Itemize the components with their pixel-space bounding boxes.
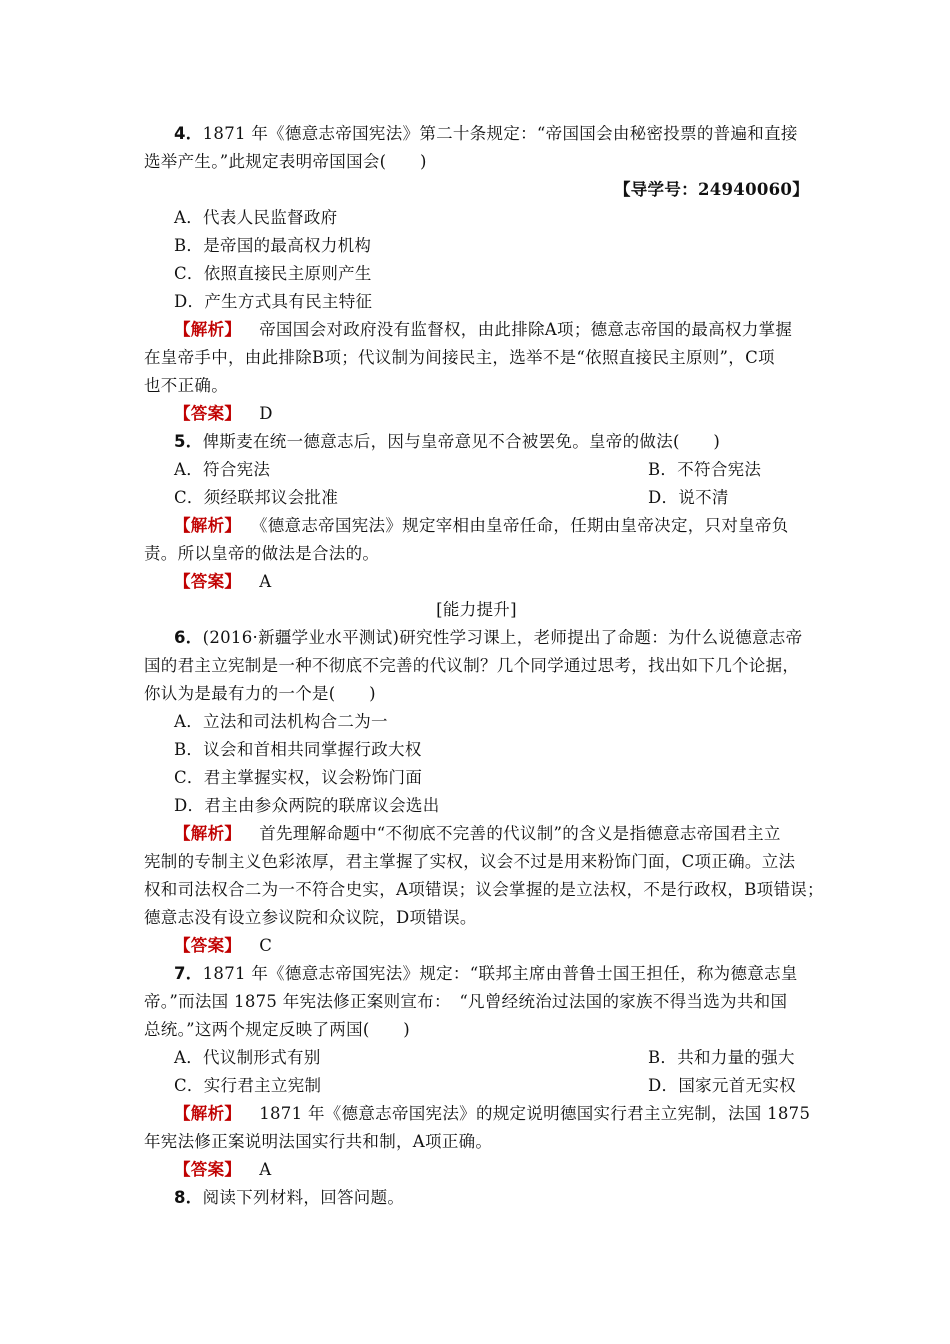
q4-stem-line-1: 4．1871 年《德意志帝国宪法》第二十条规定：“帝国国会由秘密投票的普遍和直接 <box>174 124 798 143</box>
q8-number: 8． <box>174 1188 203 1207</box>
q8-stem-line-1: 8．阅读下列材料，回答问题。 <box>174 1188 405 1207</box>
q6-analysis-line-3: 权和司法权合二为一不符合史实，A项错误；议会掌握的是立法权，不是行政权，B项错误； <box>144 880 824 899</box>
q4-answer: 【答案】 D <box>174 404 273 423</box>
q5-option-b: B．不符合宪法 <box>648 460 762 479</box>
q4-option-c: C．依照直接民主原则产生 <box>174 264 372 283</box>
analysis-tag: 【解析】 <box>174 320 242 339</box>
q4-stem-line-2: 选举产生。”此规定表明帝国国会( ) <box>144 152 427 171</box>
q7-number: 7． <box>174 964 203 983</box>
answer-tag: 【答案】 <box>174 404 242 423</box>
q6-stem-line-1: 6．(2016·新疆学业水平测试)研究性学习课上，老师提出了命题：为什么说德意志帝 <box>174 628 803 647</box>
analysis-tag: 【解析】 <box>174 516 242 535</box>
q5-stem-line-1: 5．俾斯麦在统一德意志后，因与皇帝意见不合被罢免。皇帝的做法( ) <box>174 432 721 451</box>
q5-option-a: A．符合宪法 <box>174 460 271 479</box>
q5-number: 5． <box>174 432 203 451</box>
q6-answer: 【答案】 C <box>174 936 273 955</box>
q4-option-d: D．产生方式具有民主特征 <box>174 292 373 311</box>
q7-stem-line-1: 7．1871 年《德意志帝国宪法》规定：“联邦主席由普鲁士国王担任，称为德意志皇 <box>174 964 798 983</box>
q7-stem-line-3: 总统。”这两个规定反映了两国( ) <box>144 1020 410 1039</box>
answer-tag: 【答案】 <box>174 572 242 591</box>
q6-option-c: C．君主掌握实权，议会粉饰门面 <box>174 768 423 787</box>
q7-options-row-2 <box>174 1074 839 1098</box>
q4-number: 4． <box>174 124 203 143</box>
q6-option-b: B．议会和首相共同掌握行政大权 <box>174 740 422 759</box>
q5-analysis-line-2: 责。所以皇帝的做法是合法的。 <box>144 544 380 563</box>
section-heading: [能力提升] <box>436 600 517 619</box>
q4-analysis-line-2: 在皇帝手中，由此排除B项；代议制为间接民主，选举不是“依照直接民主原则”，C项 <box>144 348 775 367</box>
q5-option-d: D．说不清 <box>648 488 729 507</box>
q7-analysis-line-2: 年宪法修正案说明法国实行共和制，A项正确。 <box>144 1132 493 1151</box>
q7-analysis-line-1: 【解析】 1871 年《德意志帝国宪法》的规定说明德国实行君主立宪制，法国 1875 <box>174 1104 811 1123</box>
q7-option-d: D．国家元首无实权 <box>648 1076 796 1095</box>
q7-option-a: A．代议制形式有别 <box>174 1048 321 1067</box>
q7-answer: 【答案】 A <box>174 1160 272 1179</box>
analysis-tag: 【解析】 <box>174 824 242 843</box>
q7-option-b: B．共和力量的强大 <box>648 1048 795 1067</box>
q6-stem-line-2: 国的君主立宪制是一种不彻底不完善的代议制？几个同学通过思考，找出如下几个论据， <box>144 656 800 675</box>
q6-analysis-line-4: 德意志没有设立参议院和众议院，D项错误。 <box>144 908 477 927</box>
q6-option-d: D．君主由参众两院的联席议会选出 <box>174 796 440 815</box>
q6-number: 6． <box>174 628 203 647</box>
q4-analysis-line-3: 也不正确。 <box>144 376 228 395</box>
q6-stem-line-3: 你认为是最有力的一个是( ) <box>144 684 376 703</box>
analysis-tag: 【解析】 <box>174 1104 242 1123</box>
q6-analysis-line-1: 【解析】 首先理解命题中“不彻底不完善的代议制”的含义是指德意志帝国君主立 <box>174 824 781 843</box>
q7-stem-line-2: 帝。”而法国 1875 年宪法修正案则宣布： “凡曾经统治过法国的家族不得当选为共和国 <box>144 992 788 1011</box>
q5-option-c: C．须经联邦议会批准 <box>174 488 339 507</box>
q5-answer: 【答案】 A <box>174 572 272 591</box>
q5-analysis-line-1: 【解析】 《德意志帝国宪法》规定宰相由皇帝任命，任期由皇帝决定，只对皇帝负 <box>174 516 789 535</box>
answer-tag: 【答案】 <box>174 936 242 955</box>
answer-tag: 【答案】 <box>174 1160 242 1179</box>
q4-option-a: A．代表人民监督政府 <box>174 208 338 227</box>
q4-guide-number: 【导学号：24940060】 <box>613 180 809 199</box>
q6-analysis-line-2: 宪制的专制主义色彩浓厚，君主掌握了实权，议会不过是用来粉饰门面，C项正确。立法 <box>144 852 796 871</box>
q5-options-row-2 <box>174 486 839 510</box>
q6-option-a: A．立法和司法机构合二为一 <box>174 712 388 731</box>
q4-analysis-line-1: 【解析】 帝国国会对政府没有监督权，由此排除A项；德意志帝国的最高权力掌握 <box>174 320 793 339</box>
q4-option-b: B．是帝国的最高权力机构 <box>174 236 372 255</box>
q5-options-row-1 <box>174 458 839 482</box>
q7-options-row-1 <box>174 1046 839 1070</box>
q7-option-c: C．实行君主立宪制 <box>174 1076 322 1095</box>
